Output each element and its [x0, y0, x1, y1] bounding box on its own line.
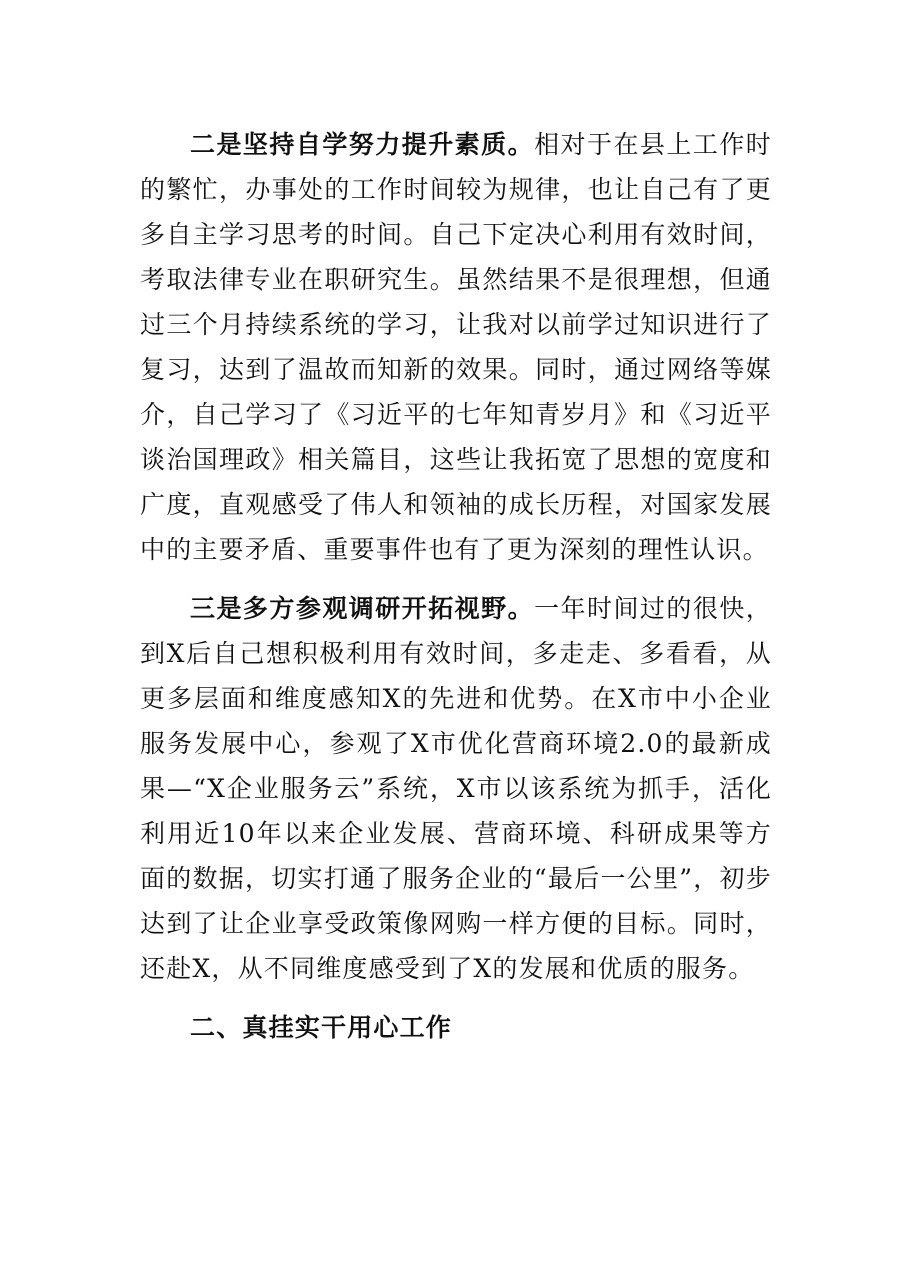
paragraph-lead: 二是坚持自学努力提升素质。 — [190, 130, 535, 159]
paragraph-text: 一年时间过的很快，到X后自己想积极利用有效时间，多走走、多看看，从更多层面和维度感知X的先进和优势。在X市中小企业服务发展中心，参观了X市优化营商环境2.0的最新成果—“X企业服务云”系统，X市以该系统为抓手，活化利用近10年以来企业发展、营商环境、科研成果等方面的数据，切实打通了服务企业的“最后一公里”，初步达到了让企业享受政策像网购一样方便的目标。同时，还赴X，从不同维度感受到了X的发展和优质的服务。 — [140, 594, 772, 983]
paragraph-visit-research — [140, 586, 772, 991]
paragraph-text: 相对于在县上工作时的繁忙，办事处的工作时间较为规律，也让自己有了更多自主学习思考的时间。自己下定决心利用有效时间，考取法律专业在职研究生。虽然结果不是很理想，但通过三个月持续系统的学习，让我对以前学过知识进行了复习，达到了温故而知新的效果。同时，通过网络等媒介，自己学习了《习近平的七年知青岁月》和《习近平谈治国理政》相关篇目，这些让我拓宽了思想的宽度和广度，直观感受了伟人和领袖的成长历程，对国家发展中的主要矛盾、重要事件也有了更为深刻的理性认识。 — [140, 130, 772, 564]
paragraph-lead: 三是多方参观调研开拓视野。 — [190, 594, 535, 623]
document-body — [140, 122, 772, 1050]
section-heading: 二、真挂实干用心工作 — [190, 1013, 453, 1042]
paragraph-self-study — [140, 122, 772, 572]
